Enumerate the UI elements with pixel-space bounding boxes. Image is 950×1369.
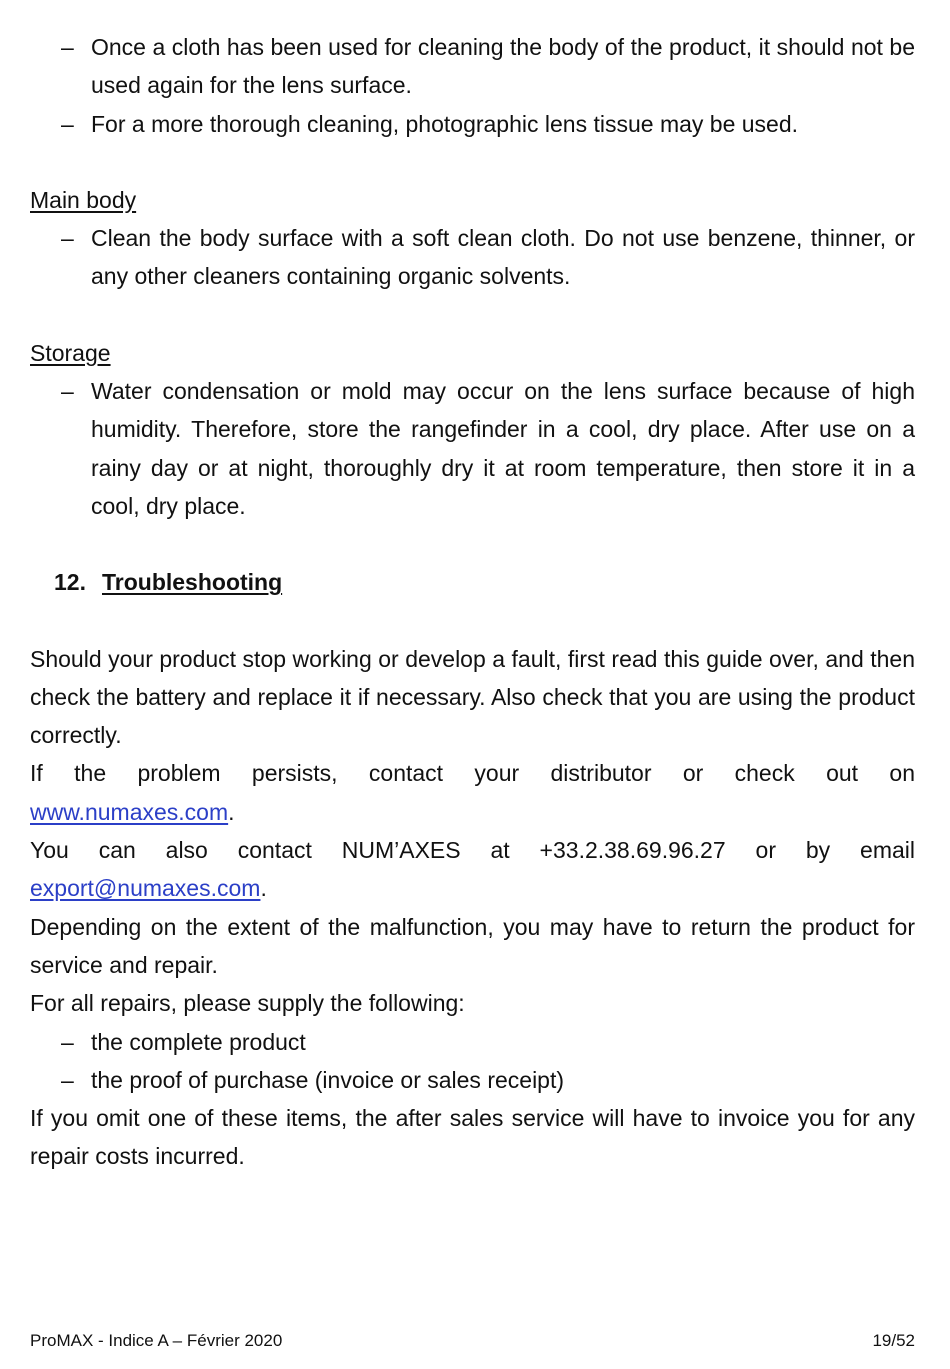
main-body-heading: Main body bbox=[30, 186, 137, 213]
list-item-text: the complete product bbox=[91, 1028, 306, 1055]
list-item bbox=[30, 1023, 915, 1061]
section-title: Troubleshooting bbox=[102, 569, 283, 596]
list-item-text: For a more thorough cleaning, photographic lens tissue may be used. bbox=[91, 110, 799, 137]
website-link[interactable]: www.numaxes.com bbox=[30, 798, 229, 825]
spacer bbox=[30, 525, 915, 563]
document-page bbox=[30, 28, 915, 1176]
repairs-paragraph: For all repairs, please supply the following: bbox=[30, 990, 465, 1017]
dash-bullet: – bbox=[61, 225, 74, 252]
dash-bullet: – bbox=[61, 110, 74, 137]
malfunction-paragraph: Depending on the extent of the malfunction, you may have to return the product for service and repair. bbox=[30, 913, 915, 978]
spacer bbox=[30, 296, 915, 334]
page-footer bbox=[30, 1329, 915, 1353]
email-link[interactable]: export@numaxes.com bbox=[30, 875, 261, 902]
spacer bbox=[30, 143, 915, 181]
website-line bbox=[30, 793, 915, 831]
omit-paragraph: If you omit one of these items, the after sales service will have to invoice you for any repair costs incurred. bbox=[30, 1105, 915, 1170]
footer-document-info: ProMAX - Indice A – Février 2020 bbox=[30, 1331, 283, 1350]
storage-heading: Storage bbox=[30, 339, 111, 366]
dash-bullet: – bbox=[61, 378, 74, 405]
dash-bullet: – bbox=[61, 1028, 74, 1055]
period: . bbox=[228, 798, 235, 825]
list-item bbox=[30, 28, 915, 105]
email-line bbox=[30, 869, 915, 907]
list-item bbox=[30, 105, 915, 143]
period: . bbox=[260, 875, 267, 902]
intro-paragraph: Should your product stop working or develop a fault, first read this guide over, and then check the battery and replace it if necessary. Also check that you are using the product correctly. bbox=[30, 645, 915, 749]
list-item bbox=[30, 219, 915, 296]
contact-paragraph: You can also contact NUM’AXES at +33.2.38.69.96.27 or by email bbox=[30, 837, 915, 864]
persists-paragraph: If the problem persists, contact your distributor or check out on bbox=[30, 760, 915, 787]
list-item bbox=[30, 372, 915, 525]
section-number: 12. bbox=[54, 569, 86, 596]
list-item bbox=[30, 1061, 915, 1099]
section-heading bbox=[30, 563, 915, 601]
list-item-text: the proof of purchase (invoice or sales receipt) bbox=[91, 1066, 565, 1093]
spacer bbox=[30, 602, 915, 640]
list-item-text: Water condensation or mold may occur on the lens surface because of high humidity. Therefore, store the rangefinder in a cool, dry place. After use on a rainy day or at night, thoroughly dry it at room temperature, then store it in a cool, dry place. bbox=[91, 378, 915, 519]
list-item-text: Clean the body surface with a soft clean cloth. Do not use benzene, thinner, or any other cleaners containing organic solvents. bbox=[91, 225, 915, 290]
dash-bullet: – bbox=[61, 1066, 74, 1093]
dash-bullet: – bbox=[61, 34, 74, 60]
page-number: 19/52 bbox=[872, 1331, 915, 1350]
list-item-text: Once a cloth has been used for cleaning the body of the product, it should not be used again for the lens surface. bbox=[91, 34, 915, 99]
